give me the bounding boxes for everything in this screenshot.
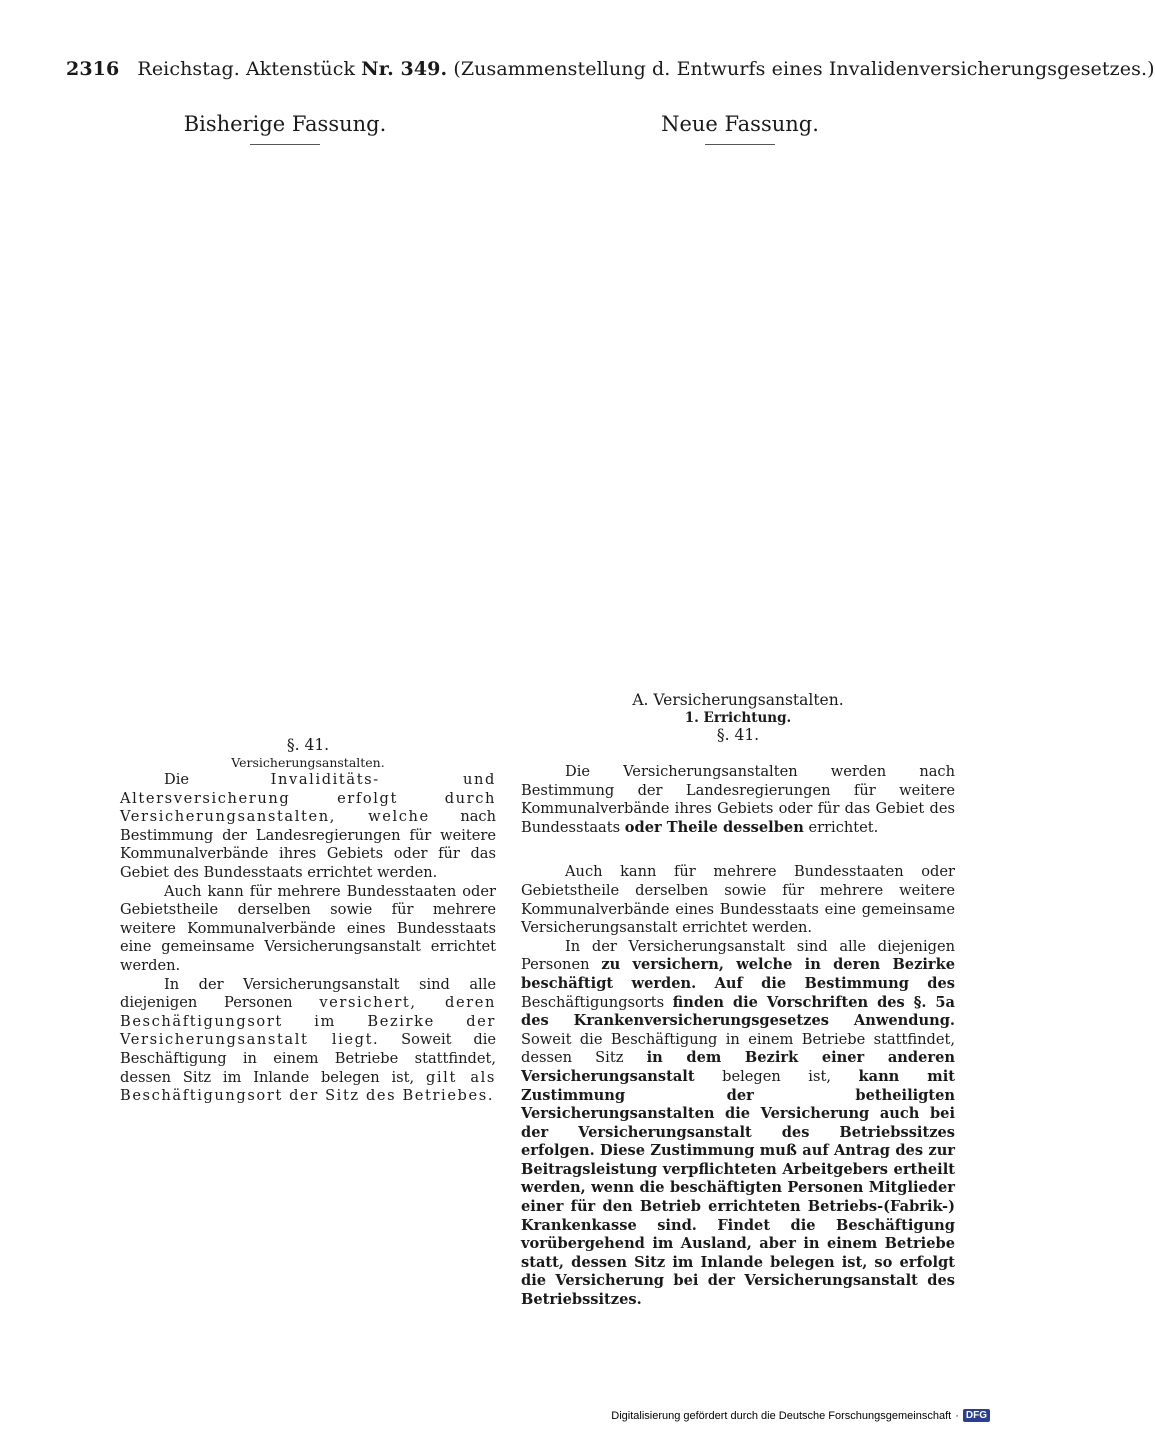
left-p3-spaced-1: versichert, deren Beschäftigungsort im Bezirke der Versicherungsanstalt liegt. — [120, 994, 496, 1049]
right-p3-h-bold: kann mit Zustimmung der betheiligten Versicherungsanstalten die Versicherung auch bei der Versicherungsanstalt des Betriebssitzes erfolgen. Diese Zustimmung muß auf Antrag des zur Beitragsleistung verpflichteten Arbeitgebers ertheilt werden, wenn die beschäftigten Personen Mitglieder einer für den Betrieb errichteten Betriebs-(Fabrik-) Krankenkasse sind. Findet die Beschäftigung vorübergehend im Ausland, aber in einem Betriebe statt, dessen Sitz im Inlande belegen ist, so erfolgt die Versicherung bei der Versicherungsanstalt des Betriebssitzes. — [521, 1067, 955, 1309]
right-p3-b-bold: zu versichern, welche in deren Bezirke beschäftigt werden. Auf die Bestimmung des — [521, 956, 955, 992]
right-section-number: §. 41. — [716, 726, 760, 744]
right-p3-d-bold: finden die Vorschriften des §. 5a des Krankenversicherungsgesetzes Anwendung. — [521, 993, 955, 1030]
running-header — [66, 58, 1155, 80]
left-title-rule — [250, 144, 320, 145]
digitization-footer — [611, 1409, 990, 1422]
right-paragraph-3 — [521, 938, 955, 1310]
right-column — [521, 690, 955, 1310]
right-p1-pre: Die Versicherungsanstalten werden nach Bestimmung der Landesregierungen für weitere Kommunalverbände ihres Gebiets oder für das Gebiet des Bundesstaats — [521, 763, 955, 836]
left-column-title — [135, 112, 435, 145]
right-paragraph-2: Auch kann für mehrere Bundesstaaten oder Gebietstheile derselben sowie für mehrere weitere Kommunalverbände eines Bundesstaats eine gemeinsame Versicherungsanstalt errichtet werden. — [521, 863, 955, 937]
left-p3-mid: Soweit die Beschäftigung in einem Betriebe stattfindet, dessen Sitz im Inlande belegen ist, — [120, 1031, 496, 1086]
left-p3-pre: In der Versicherungsanstalt sind alle diejenigen Personen — [120, 975, 496, 1012]
header-subtitle: (Zusammenstellung d. Entwurfs eines Invalidenversicherungsgesetzes.) — [453, 58, 1155, 80]
right-title-rule — [705, 144, 775, 145]
dfg-logo: DFG — [963, 1409, 990, 1422]
left-section-subtitle: Versicherungsanstalten. — [231, 755, 385, 770]
right-column-title-text: Neue Fassung. — [661, 112, 819, 136]
left-column — [120, 736, 496, 1106]
left-section-number: §. 41. — [286, 736, 330, 754]
left-p1-spaced: Invaliditäts- und Altersversicherung erfolgt durch Versicherungsanstalten, welche — [120, 771, 496, 826]
header-source: Reichstag. Aktenstück — [137, 58, 356, 80]
left-paragraph-3 — [120, 976, 496, 1106]
right-p1-post: errichtet. — [803, 818, 879, 836]
right-p3-e: Soweit die Beschäftigung in einem Betriebe stattfindet, dessen Sitz — [521, 1030, 955, 1067]
left-p1-post: nach Bestimmung der Landesregierungen für weitere Kommunalverbände ihres Gebiets oder für das Gebiet des Bundesstaats errichtet werden. — [120, 808, 496, 881]
right-paragraph-1 — [521, 763, 955, 837]
right-section-heading: A. Versicherungsanstalten. — [632, 691, 844, 709]
left-paragraph-2: Auch kann für mehrere Bundesstaaten oder Gebietstheile derselben sowie für mehrere weitere Kommunalverbände eines Bundesstaats eine gemeinsame Versicherungsanstalt errichtet werden. — [120, 882, 496, 974]
right-p3-c: Beschäftigungsorts — [521, 993, 673, 1011]
footer-separator: · — [955, 1409, 959, 1422]
footer-text: Digitalisierung gefördert durch die Deutsche Forschungsgemeinschaft — [611, 1409, 952, 1422]
right-p3-a: In der Versicherungsanstalt sind alle diejenigen Personen — [521, 937, 955, 974]
header-doc-number: Nr. 349. — [361, 58, 448, 80]
page-number: 2316 — [66, 58, 120, 80]
right-p1-bold: oder Theile desselben — [624, 818, 804, 836]
left-p1-pre: Die — [164, 771, 271, 788]
right-p3-g: belegen ist, — [694, 1067, 859, 1085]
left-paragraph-1 — [120, 771, 496, 883]
right-p3-f-bold: in dem Bezirk einer anderen Versicherungsanstalt — [521, 1049, 955, 1085]
left-p3-spaced-2: gilt als Beschäftigungsort der Sitz des Betriebes. — [120, 1068, 497, 1105]
left-column-title-text: Bisherige Fassung. — [183, 112, 387, 136]
right-sub-heading: 1. Errichtung. — [684, 710, 792, 726]
right-column-title — [590, 112, 890, 145]
